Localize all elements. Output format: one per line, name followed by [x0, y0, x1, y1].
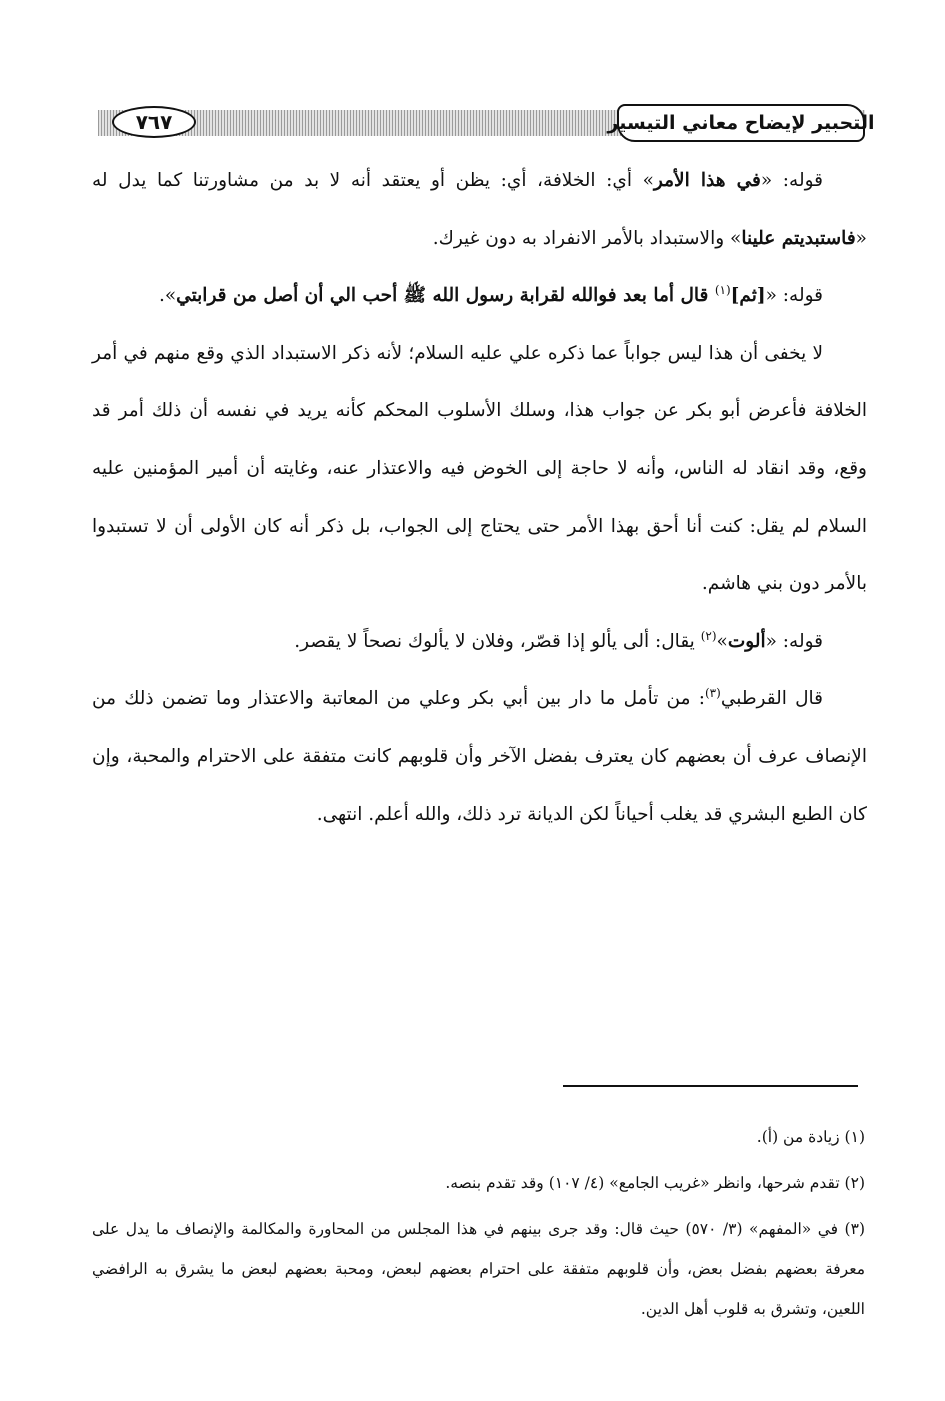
- quoted-phrase: فاستبديتم علينا: [741, 227, 856, 249]
- page-number-badge: [112, 106, 196, 138]
- quoted-phrase: [ثم]: [730, 285, 766, 307]
- paragraph-5: قال القرطبي$^{(٣)}$: من تأمل ما دار بين أبي بكر وعلي من المعاتبة والاعتذار وما تضمن ذلك من الإنصاف عرف أن بعضهم كان يعترف بفضل الآخر وأن قلوبهم كانت متفقة على الاحترام والمحبة، وإن كان الطبع البشري قد يغلب أحياناً لكن الديانة ترد ذلك، والله أعلم. انتهى.: [92, 686, 867, 825]
- footnote-divider: [563, 1085, 858, 1087]
- footnote-ref: (١): [714, 283, 731, 298]
- quoted-phrase: ألوت: [727, 630, 766, 652]
- quoted-phrase: في هذا الأمر: [653, 170, 761, 191]
- paragraph-3: لا يخفى أن هذا ليس جواباً عما ذكره علي عليه السلام؛ لأنه ذكر الاستبداد الذي وقع منهم في أمر الخلافة فأعرض أبو بكر عن جواب هذا، وسلك الأسلوب المحكم كأنه يريد في نفسه أن ذلك أمر قد وقع، وقد انقاد له الناس، وأنه لا حاجة إلى الخوض فيه والاعتذار عنه، وغايته أن أمير المؤمنين عليه السلام لم يقل: كنت أنا أحق بهذا الأمر حتى يحتاج إلى الجواب، بل ذكر أنه كان الأولى أن لا تستبدوا بالأمر دون بني هاشم.: [92, 342, 867, 595]
- paragraph-4: قوله: «ألوت»$^{(٢)}$ يقال: ألى يألو إذا قصّر، وفلان لا يألوك نصحاً لا يقصر.: [294, 628, 823, 652]
- paragraph-2: قوله: «[ثم]$^{(١)}$ قال أما بعد فوالله لقرابة رسول الله ﷺ أحب الي أن أصل من قرابتي».: [158, 283, 823, 307]
- footnotes: [92, 1117, 865, 1329]
- book-title: التحبير لإيضاح معاني التيسير: [607, 112, 875, 134]
- footnote-1: (١) زيادة من (أ).: [756, 1128, 865, 1146]
- footnote-3: (٣) في «المفهم» (٣/ ٥٧٠) حيث قال: وقد جرى بينهم في هذا المجلس من المحاورة والمكالمة والإنصاف ما يدل على معرفة بعضهم بفضل بعض، وأن قلوبهم متفقة على احترام بعضهم لبعض، ومحبة بعضهم لبعض ما يشرق به الرافضي اللعين، وتشرق به قلوب أهل الدين.: [92, 1220, 865, 1318]
- footnote-ref: (٢): [700, 628, 717, 643]
- quoted-phrase: قال أما بعد فوالله لقرابة رسول الله ﷺ أحب الي أن أصل من قرابتي: [176, 285, 715, 307]
- footnote-2: (٢) تقدم شرحها، وانظر «غريب الجامع» (٤/ ١٠٧) وقد تقدم بنصه.: [445, 1174, 865, 1192]
- main-text: [92, 152, 867, 843]
- page-number: ٧٦٧: [135, 110, 173, 134]
- footnote-ref: (٣): [704, 686, 721, 701]
- running-header: [98, 104, 875, 144]
- book-title-box: [607, 104, 875, 142]
- paragraph-1: قوله: «في هذا الأمر» أي: الخلافة، أي: يظن أو يعتقد أنه لا بد من مشاورتنا كما يدل له «فاستبديتم علينا» والاستبداد بالأمر الانفراد به دون غيرك.: [92, 170, 867, 249]
